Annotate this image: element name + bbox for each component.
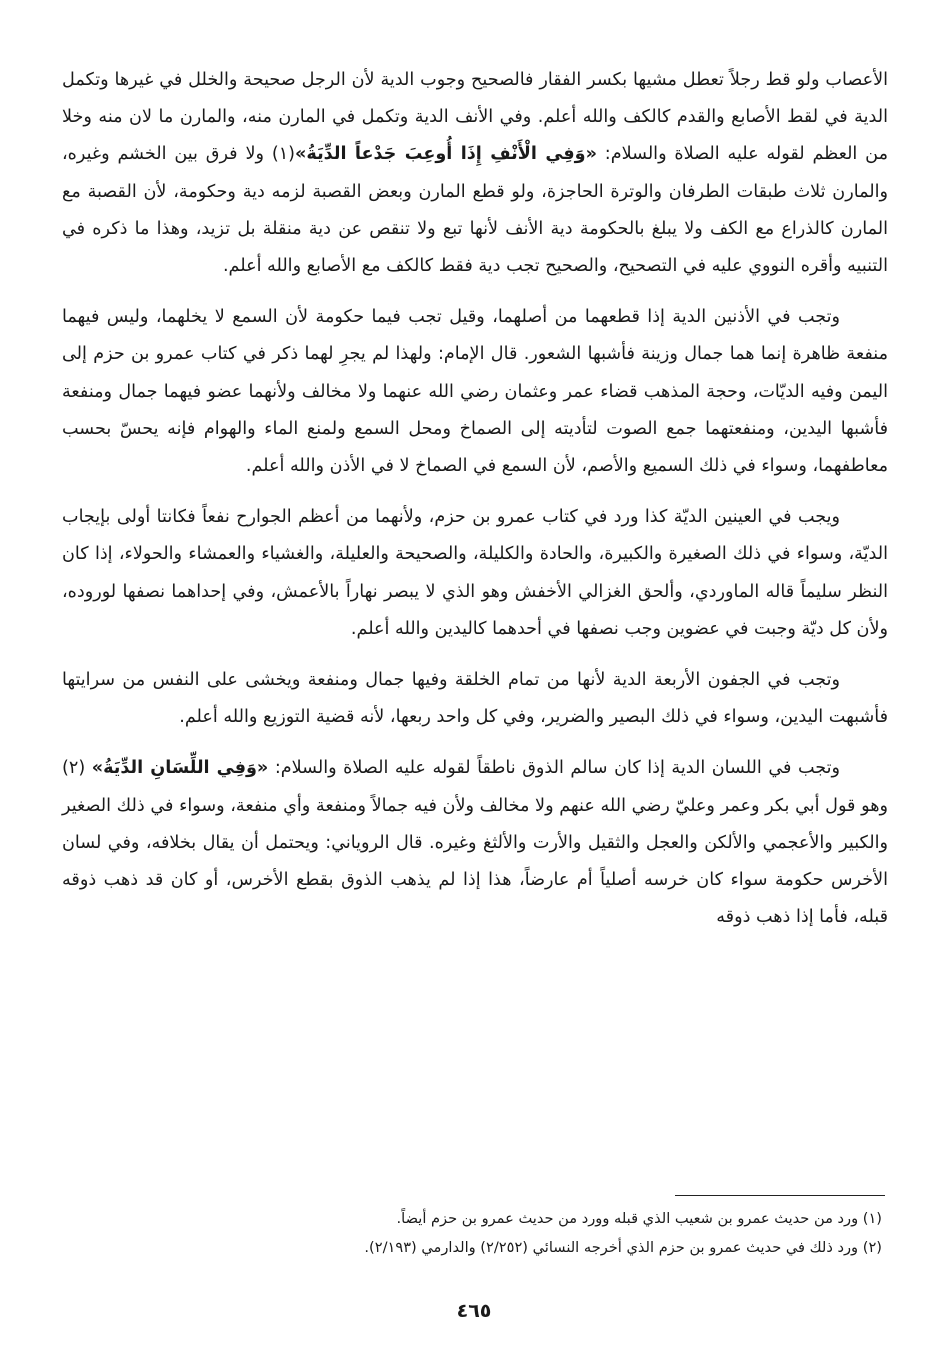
paragraph-text: ويجب في العينين الديّة كذا ورد في كتاب عمرو بن حزم، ولأنهما من أعظم الجوارح نفعاً فكانتا أولى بإيجاب الديّة، وسواء في ذلك الصغيرة والكبيرة، والحادة والكليلة، والصحيحة والعليلة، والغشياء والعمشاء والحولاء، إذا كان النظر سليماً قاله الماوردي، وألحق الغزالي الأخفش وهو الذي لا يبصر نهاراً بالأعمش، وفي إحداهما نصفها لوروده، ولأن كل ديّة وجبت في عضوين وجب نصفها في أحدهما كاليدين والله أعلم. [62, 507, 888, 639]
paragraph [62, 750, 888, 936]
footnotes [62, 1204, 882, 1262]
paragraph-text: الأعصاب ولو قط رجلاً تعطل مشيها بكسر الفقار فالصحيح وجوب الدية لأن الرجل صحيحة والخلل في غيرها وتكمل الدية في لقط الأصابع والقدم كالكف والله أعلم. وفي الأنف الدية وتكمل في المارن منه، والمارن ما لان منه وخلا من العظم لقوله عليه الصلاة والسلام: [62, 70, 889, 165]
paragraph-text: وتجب في اللسان الدية إذا كان سالم الذوق ناطقاً لقوله عليه الصلاة والسلام: [268, 758, 840, 779]
paragraph [62, 662, 888, 736]
paragraph [62, 499, 888, 648]
hadith-quote: «وَفِي الْأَنْفِ إِذَا أُوعِبَ جَدْعاً الدِّيَةُ» [295, 144, 597, 165]
paragraph [62, 299, 888, 485]
page-number: ٤٦٥ [456, 1300, 492, 1322]
paragraph-text: (١) ولا فرق بين الخشم وغيره، والمارن ثلاث طبقات الطرفان والوترة الحاجزة، ولو قطع المارن وبعض القصبة لزمه دية وحكومة، لأن القصبة مع المارن كالذراع مع الكف ولا يبلغ بالحكومة دية الأنف لأنها تبع ولا تنقص عن دية منقلة بل تزيد، وهذا ما ذكره في التنبيه وأقره النووي عليه في التصحيح، والصحيح تجب دية فقط كالكف مع الأصابع والله أعلم. [62, 144, 888, 277]
paragraph-text: (٢) وهو قول أبي بكر وعمر وعليّ رضي الله عنهم ولا مخالف ولأن فيه جمالاً ومنفعة وأي منفعة، وسواء في ذلك الصغير والكبير والأعجمي والألكن والعجل والثقيل والأرت والألثغ وغيره. قال الروياني: ويحتمل أن يقال بخلافه، وفي لسان الأخرس حكومة سواء كان خرسه أصلياً أم عارضاً، هذا إذا لم يذهب الذوق بقطع الأخرس، أو كان قد ذهب ذوقه قبله، فأما إذا ذهب ذوقه [62, 758, 888, 928]
footnote-2: (٢) ورد ذلك في حديث عمرو بن حزم الذي أخرجه النسائي (٢/٢٥٢) والدارمي (٢/١٩٣). [364, 1239, 882, 1256]
paragraph [62, 62, 888, 285]
paragraph-text: وتجب في الأذنين الدية إذا قطعهما من أصلهما، وقيل تجب فيما حكومة لأن السمع لا يخلهما، وليس فيهما منفعة ظاهرة إنما هما جمال وزينة فأشبها الشعور. قال الإمام: ولهذا لم يجرِ لهما ذكر في كتاب عمرو بن حزم إلى اليمن وفيه الديّات، وحجة المذهب قضاء عمر وعثمان رضي الله عنهما ولا مخالف ولأنهما عضو فيهما جمال ومنفعة فأشبها اليدين، ومنفعتهما جمع الصوت لتأديته إلى الصماخ ومحل السمع ولمنع الماء والهوام فإنه يحسّ بحسب معاطفهما، وسواء في ذلك السميع والأصم، لأن السمع في الصماخ لا في الأذن والله أعلم. [62, 307, 888, 477]
hadith-quote: «وَفِي اللِّسَانِ الدِّيَةُ» [91, 758, 269, 779]
paragraph-text: وتجب في الجفون الأربعة الدية لأنها من تمام الخلقة وفيها جمال ومنفعة ويخشى على النفس من سرايتها فأشبهت اليدين، وسواء في ذلك البصير والضرير، وفي كل واحد ربعها، لأنه قضية التوزيع والله أعلم. [62, 670, 888, 728]
main-text [62, 62, 888, 936]
footnote-1: (١) ورد من حديث عمرو بن شعيب الذي قبله وورد من حديث عمرو بن حزم أيضاً. [396, 1210, 882, 1227]
